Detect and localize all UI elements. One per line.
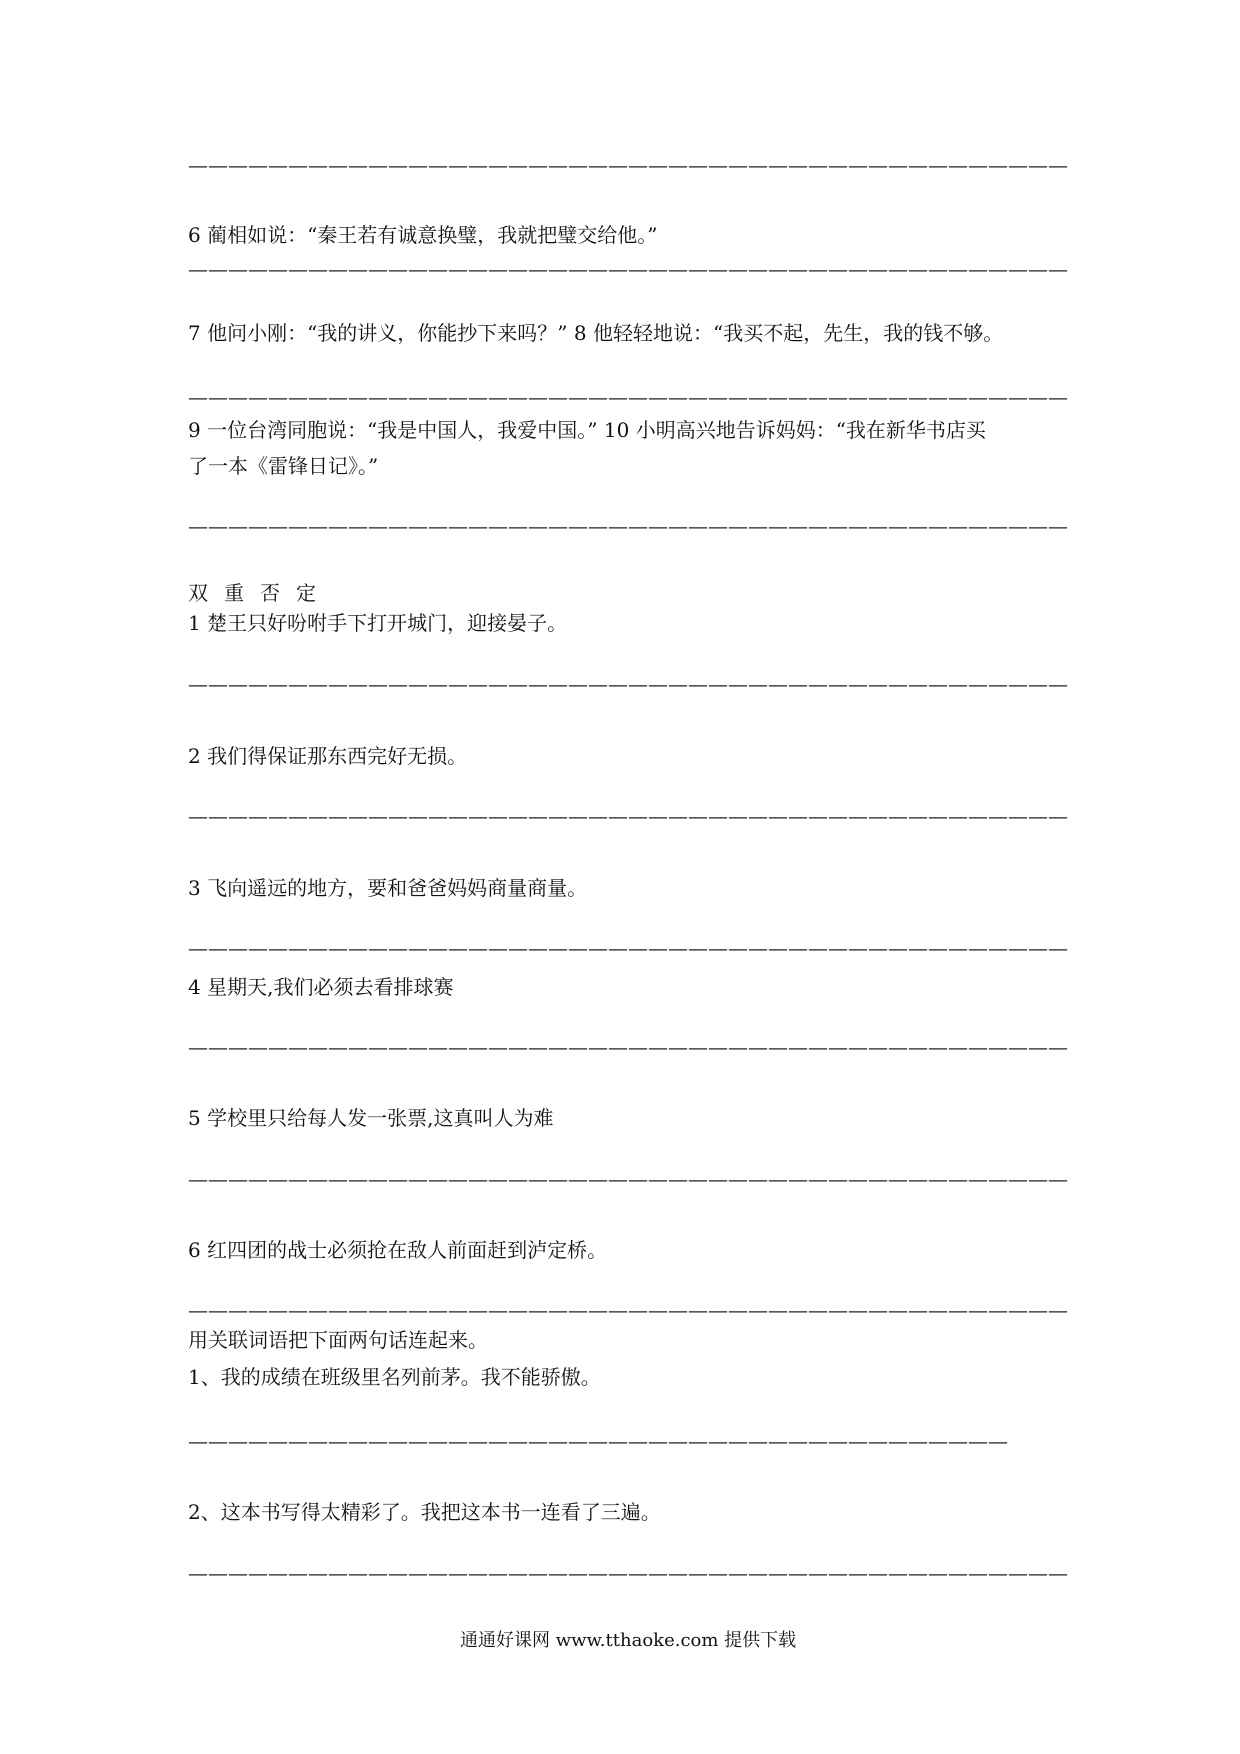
footer-credit: 通通好课网 www.tthaoke.com 提供下载 (460, 1630, 797, 1651)
double-negative-item-5: 5 学校里只给每人发一张票,这真叫人为难 (188, 1106, 554, 1130)
double-negative-item-6: 6 红四团的战士必须抢在敌人前面赶到泸定桥。 (188, 1238, 608, 1262)
answer-line: ———————————————————————————————————————————— (188, 1561, 1068, 1585)
double-negative-item-2: 2 我们得保证那东西完好无损。 (188, 744, 468, 768)
answer-line: ———————————————————————————————————————————— (188, 672, 1068, 696)
sentence-6: 6 蔺相如说：“秦王若有诚意换璧，我就把璧交给他。” (188, 223, 658, 247)
conjunction-item-1: 1、我的成绩在班级里名列前茅。我不能骄傲。 (188, 1365, 601, 1389)
double-negative-item-4: 4 星期天,我们必须去看排球赛 (188, 975, 454, 999)
answer-line: ———————————————————————————————————————————— (188, 936, 1068, 960)
section-heading-double-negative: 双重否定 (188, 581, 332, 605)
conjunction-item-2: 2、这本书写得太精彩了。我把这本书一连看了三遍。 (188, 1500, 661, 1524)
sentence-9-10-line2: 了一本《雷锋日记》。” (188, 454, 379, 478)
answer-line: ———————————————————————————————————————————— (188, 257, 1068, 281)
answer-line: ———————————————————————————————————————————— (188, 385, 1068, 409)
answer-line: ———————————————————————————————————————————— (188, 514, 1068, 538)
answer-line: ———————————————————————————————————————————— (188, 804, 1068, 828)
answer-line: ———————————————————————————————————————————— (188, 1167, 1068, 1191)
double-negative-item-1: 1 楚王只好吩咐手下打开城门，迎接晏子。 (188, 611, 568, 635)
answer-line: ———————————————————————————————————————————— (188, 153, 1068, 177)
sentence-7-8: 7 他问小刚：“我的讲义，你能抄下来吗？” 8 他轻轻地说：“我买不起，先生，我的钱不够。 (188, 321, 1004, 345)
sentence-9-10-line1: 9 一位台湾同胞说：“我是中国人，我爱中国。” 10 小明高兴地告诉妈妈：“我在新华书店买 (188, 418, 986, 442)
double-negative-item-3: 3 飞向遥远的地方，要和爸爸妈妈商量商量。 (188, 876, 588, 900)
answer-line: ————————————————————————————————————————— (188, 1429, 1008, 1453)
section-heading-conjunctions: 用关联词语把下面两句话连起来。 (188, 1328, 488, 1352)
answer-line: ———————————————————————————————————————————— (188, 1035, 1068, 1059)
answer-line: ———————————————————————————————————————————— (188, 1298, 1068, 1322)
